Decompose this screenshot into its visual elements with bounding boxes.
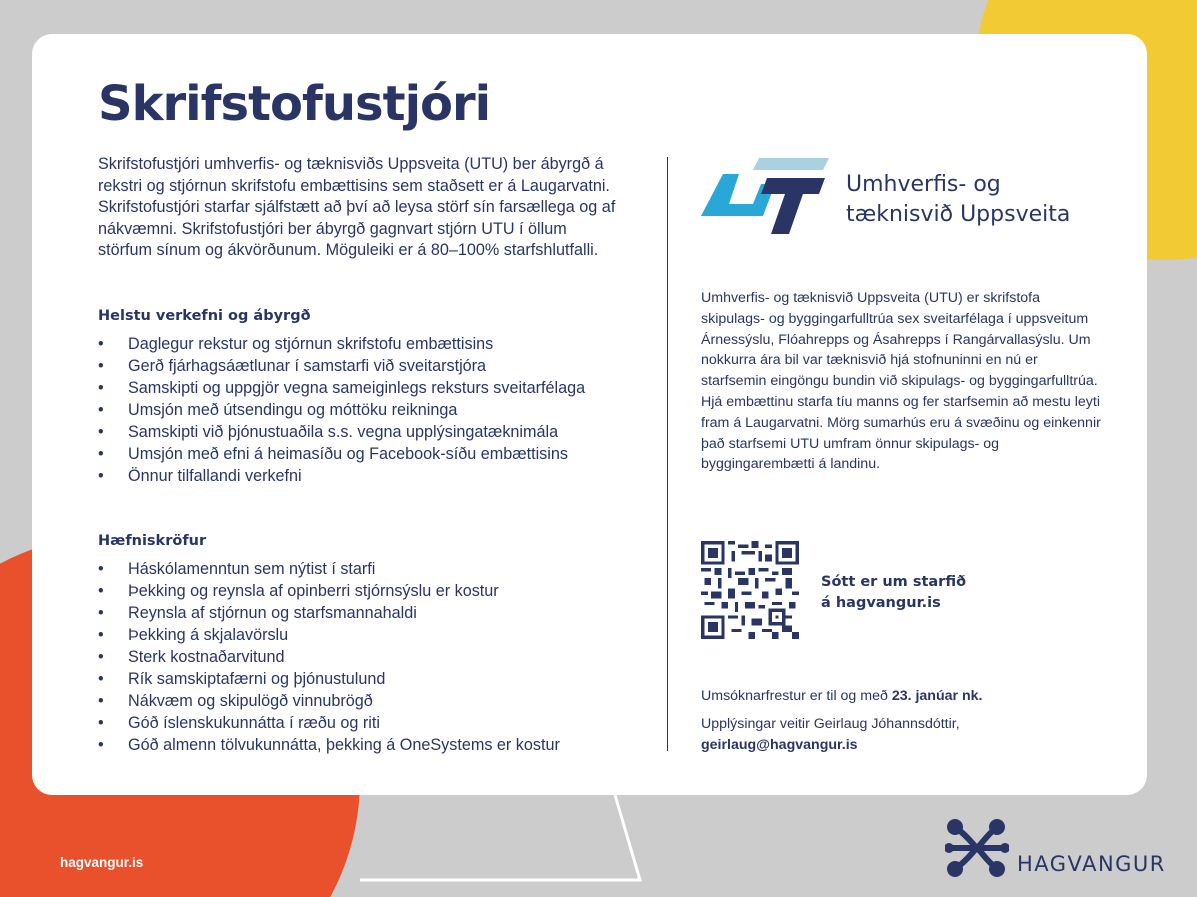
job-ad-card [32, 34, 1147, 795]
list-item: • Daglegur rekstur og stjórnun skrifstofu embættisins [98, 333, 638, 355]
hagvangur-logo-icon [945, 815, 1009, 881]
list-item: • Góð almenn tölvukunnátta, þekking á OneSystems er kostur [98, 734, 638, 756]
deadline-prefix: Umsóknarfrestur er til og með [701, 688, 892, 704]
contact-info [701, 714, 960, 756]
list-item: • Gerð fjárhagsáætlunar í samstarfi við sveitarstjóra [98, 355, 638, 377]
employer-name-line2: tæknisvið Uppsveita [846, 202, 1071, 227]
list-item: • Samskipti við þjónustuaðila s.s. vegna upplýsingatæknimála [98, 421, 638, 443]
employer-logo-text [846, 170, 1070, 230]
list-item: • Sterk kostnaðarvitund [98, 646, 638, 668]
list-item: • Önnur tilfallandi verkefni [98, 465, 638, 487]
list-item: • Háskólamenntun sem nýtist í starfi [98, 558, 638, 580]
employer-about: Umhverfis- og tæknisvið Uppsveita (UTU) er skrifstofa skipulags- og byggingarfulltrúa sex sveitarfélaga í uppsveitum Árnessýslu, Flóahrepps og Ásahrepps í Rangárvallasýslu. Um nokkurra ára bil var tæknisvið hjá stofnuninni en nú er starfsemin eingöngu bundin við skipulags- og byggingarfulltrúa. Hjá embættinu starfa tíu manns og fer starfsemin að mestu leyti fram á Laugarvatni. Mörg sumarhús eru á svæðinu og einkennir það starfsemi UTU umfram önnur skipulags- og byggingarembætti á landinu. [701, 290, 1101, 473]
deadline-date: 23. janúar nk. [891, 688, 983, 704]
list-item: • Rík samskiptafærni og þjónustulund [98, 668, 638, 690]
list-item: • Umsjón með efni á heimasíðu og Facebook-síðu embættisins [98, 443, 638, 465]
job-title: Skrifstofustjóri [98, 76, 491, 132]
list-item: • Samskipti og uppgjör vegna sameiginlegs reksturs sveitarfélaga [98, 377, 638, 399]
footer-site-link[interactable]: hagvangur.is [60, 855, 144, 870]
brand-name: HAGVANGUR [1017, 852, 1166, 876]
apply-link[interactable]: á hagvangur.is [821, 595, 941, 611]
contact-email-link[interactable]: geirlaug@hagvangur.is [701, 737, 858, 753]
list-item: • Nákvæm og skipulögð vinnubrögð [98, 690, 638, 712]
application-deadline [701, 688, 983, 704]
list-item: • Umsjón með útsendingu og móttöku reikninga [98, 399, 638, 421]
duties-heading: Helstu verkefni og ábyrgð [98, 308, 311, 324]
job-intro: Skrifstofustjóri umhverfis- og tæknisviðs Uppsveita (UTU) ber ábyrgð á rekstri og stjórnun skrifstofu embættisins sem staðsett er á Laugarvatni. Skrifstofustjóri starfar sjálfstætt að því að leysa störf sín farsællega og af nákvæmni. Skrifstofustjóri ber ábyrgð gagnvart stjórn UTU í öllum störfum sínum og ákvörðunum. Möguleiki er á 80–100% starfshlutfalli. [98, 155, 616, 259]
list-item: • Góð íslenskukunnátta í ræðu og riti [98, 712, 638, 734]
list-item: • Þekking á skjalavörslu [98, 624, 638, 646]
employer-name-line1: Umhverfis- og [846, 172, 1001, 197]
white-line-shape [360, 795, 640, 880]
list-item: • Reynsla af stjórnun og starfsmannahaldi [98, 602, 638, 624]
requirements-heading: Hæfniskröfur [98, 533, 207, 549]
requirements-list [98, 558, 638, 756]
qr-code-icon[interactable] [701, 541, 799, 639]
column-divider [667, 157, 668, 751]
apply-instructions [821, 572, 966, 614]
list-item: • Þekking og reynsla af opinberri stjórnsýslu er kostur [98, 580, 638, 602]
apply-line1: Sótt er um starfið [821, 574, 967, 590]
contact-prefix: Upplýsingar veitir Geirlaug Jóhannsdóttir, [701, 716, 960, 732]
duties-list [98, 333, 638, 487]
utu-logo-icon [701, 154, 831, 240]
